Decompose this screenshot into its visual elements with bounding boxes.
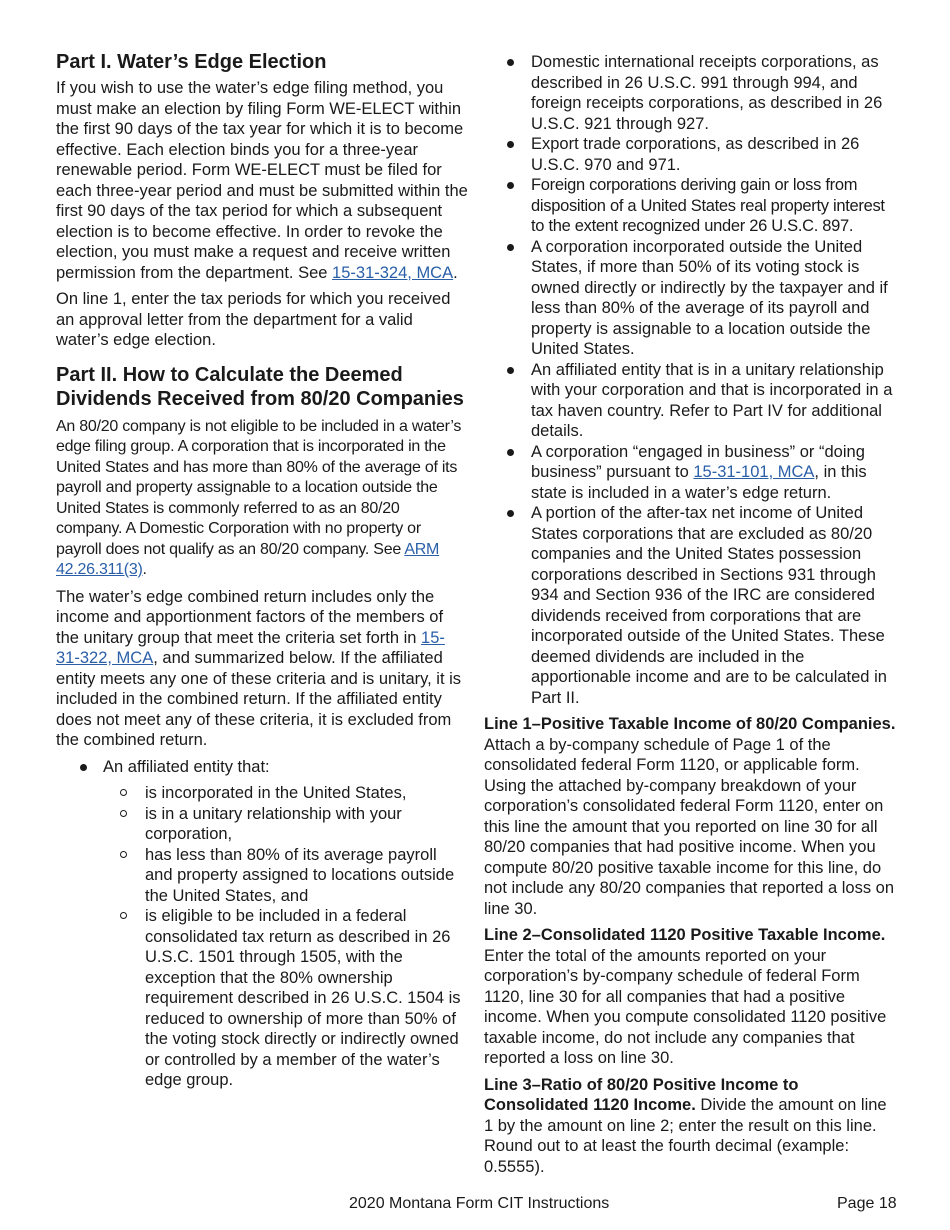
part1-heading: Part I. Water’s Edge Election: [56, 51, 327, 73]
part2-paragraph-2: The water’s edge combined return includes only the income and apportionment factors of the members of the unitary group that meet the criteria set forth in 15-31-322, MCA, and summarized below. If the affiliated entity meets any one of these criteria and is unitary, it is included in the combined return. If the affiliated entity does not meet any of these criteria, it is excluded from the combined return.: [56, 587, 462, 749]
list-item: An affiliated entity that:: [56, 757, 468, 778]
bullet-icon: [507, 141, 514, 148]
line1-instructions: Line 1–Positive Taxable Income of 80/20 Companies. Attach a by-company schedule of Page 1 of the consolidated federal Form 1120, or applicable form. Using the attached by-company breakdown of your corporation’s consolidated federal Form 1120, enter on this line the amount that you reported on line 30 for all 80/20 companies that had positive income. When you compute 80/20 positive taxable income for this line, do not include any 80/20 companies that reported a loss on line 30.: [484, 715, 896, 918]
list-item: Domestic international receipts corporations, as described in 26 U.S.C. 991 through 994, and foreign receipts corporations, as described in 26 U.S.C. 921 through 927.: [484, 52, 896, 134]
sub-list-item: is in a unitary relationship with your corporation,: [56, 804, 468, 845]
left-column: [56, 50, 468, 1091]
line2-title: Line 2–Consolidated 1120 Positive Taxable Income.: [484, 926, 886, 944]
circle-bullet-icon: [120, 789, 127, 796]
link-15-31-324[interactable]: 15-31-324, MCA: [332, 263, 454, 282]
bullet-icon: [80, 764, 87, 771]
list-item: A corporation incorporated outside the United States, if more than 50% of its voting stock is owned directly or indirectly by the taxpayer and if less than 80% of the average of its payroll and property is assignable to a location outside the United States.: [484, 237, 896, 360]
part1-para1-text: If you wish to use the water’s edge filing method, you must make an election by filing Form WE-ELECT within the first 90 days of the tax year for which it is to become effective. Each election binds you for a three-year renewable period. Form WE-ELECT must be filed for each three-year period and must be submitted within the first 90 days of the tax period for which a subsequent election is to become effective. In order to revoke the election, you must make a request and receive written permission from the department. See: [56, 79, 468, 282]
circle-bullet-icon: [120, 851, 127, 858]
link-15-31-322[interactable]: 15-31-322, MCA: [56, 628, 445, 667]
bullet-icon: [507, 244, 514, 251]
link-arm-42-26-311[interactable]: ARM 42.26.311(3): [56, 540, 440, 578]
line3-instructions: Line 3–Ratio of 80/20 Positive Income to Consolidated 1120 Income. Divide the amount on line 1 by the amount on line 2; enter the result on this line. Round out to at least the fourth decimal (example: 0.5555).: [484, 1075, 887, 1176]
list-item: An affiliated entity that is in a unitary relationship with your corporation and that is incorporated in a tax haven country. Refer to Part IV for additional details.: [484, 360, 896, 442]
footer-title: 2020 Montana Form CIT Instructions: [349, 1195, 610, 1212]
list-item: A portion of the after-tax net income of United States corporations that are excluded as 80/20 companies and the United States possession corporations described in Sections 931 through 934 and Section 936 of the IRC are considered dividends received from corporations that are incorporated outside of the United States. These deemed dividends are included in the apportionable income and are to be calculated in Part II.: [484, 503, 896, 708]
part1-paragraph-1: If you wish to use the water’s edge filing method, you must make an election by filing Form WE-ELECT within the first 90 days of the tax year for which it is to become effective. Each election binds you for a three-year renewable period. Form WE-ELECT must be filed for each three-year period and must be submitted within the first 90 days of the tax period for which a subsequent election is to become effective. In order to revoke the election, you must make a request and receive written permission from the department. See 15-31-324, MCA.: [56, 79, 468, 282]
circle-bullet-icon: [120, 810, 127, 817]
link-15-31-101[interactable]: 15-31-101, MCA: [693, 463, 815, 481]
bullet-icon: [507, 449, 514, 456]
line1-title: Line 1–Positive Taxable Income of 80/20 Companies.: [484, 715, 896, 733]
line2-instructions: Line 2–Consolidated 1120 Positive Taxable Income. Enter the total of the amounts reported on your corporation’s by-company schedule of federal Form 1120, line 30 for all companies that had a positive income. When you compute consolidated 1120 positive taxable income, do not include any companies that reported a loss on line 30.: [484, 926, 887, 1067]
bullet-icon: [507, 182, 514, 189]
bullet-icon: [507, 59, 514, 66]
list-item: A corporation “engaged in business” or “doing business” pursuant to 15-31-101, MCA, in this state is included in a water’s edge return.: [484, 442, 896, 504]
part2-heading: Part II. How to Calculate the Deemed Dividends Received from 80/20 Companies: [56, 363, 464, 410]
part1-paragraph-2: On line 1, enter the tax periods for which you received an approval letter from the department for a valid water’s edge election.: [56, 290, 451, 349]
sub-list-item: has less than 80% of its average payroll and property assigned to locations outside the United States, and: [56, 845, 468, 907]
right-column: [484, 52, 896, 1183]
part2-paragraph-1: An 80/20 company is not eligible to be included in a water’s edge filing group. A corporation that is incorporated in the United States and has more than 80% of the average of its payroll and property assignable to a location outside the United States is commonly referred to as an 80/20 company. A Domestic Corporation with no property or payroll does not qualify as an 80/20 company. See ARM 42.26.311(3).: [56, 417, 462, 578]
page-number: Page 18: [837, 1195, 897, 1212]
list-item: Export trade corporations, as described in 26 U.S.C. 970 and 971.: [484, 134, 896, 175]
criteria-sublist: [56, 783, 468, 1091]
list-item: Foreign corporations deriving gain or loss from disposition of a United States real property interest to the extent recognized under 26 U.S.C. 897.: [484, 175, 896, 237]
sub-list-item: is eligible to be included in a federal consolidated tax return as described in 26 U.S.C. 1501 through 1505, with the exception that the 80% ownership requirement described in 26 U.S.C. 1504 is reduced to ownership of more than 50% of the voting stock directly or indirectly owned or controlled by a member of the water’s edge group.: [56, 906, 468, 1091]
bullet-icon: [507, 510, 514, 517]
criteria-list: [56, 757, 468, 778]
bullet-icon: [507, 367, 514, 374]
excluded-entities-list: [484, 52, 896, 708]
line3-title: Line 3–Ratio of 80/20 Positive Income to Consolidated 1120 Income.: [484, 1075, 799, 1114]
sub-list-item: is incorporated in the United States,: [56, 783, 468, 804]
circle-bullet-icon: [120, 912, 127, 919]
